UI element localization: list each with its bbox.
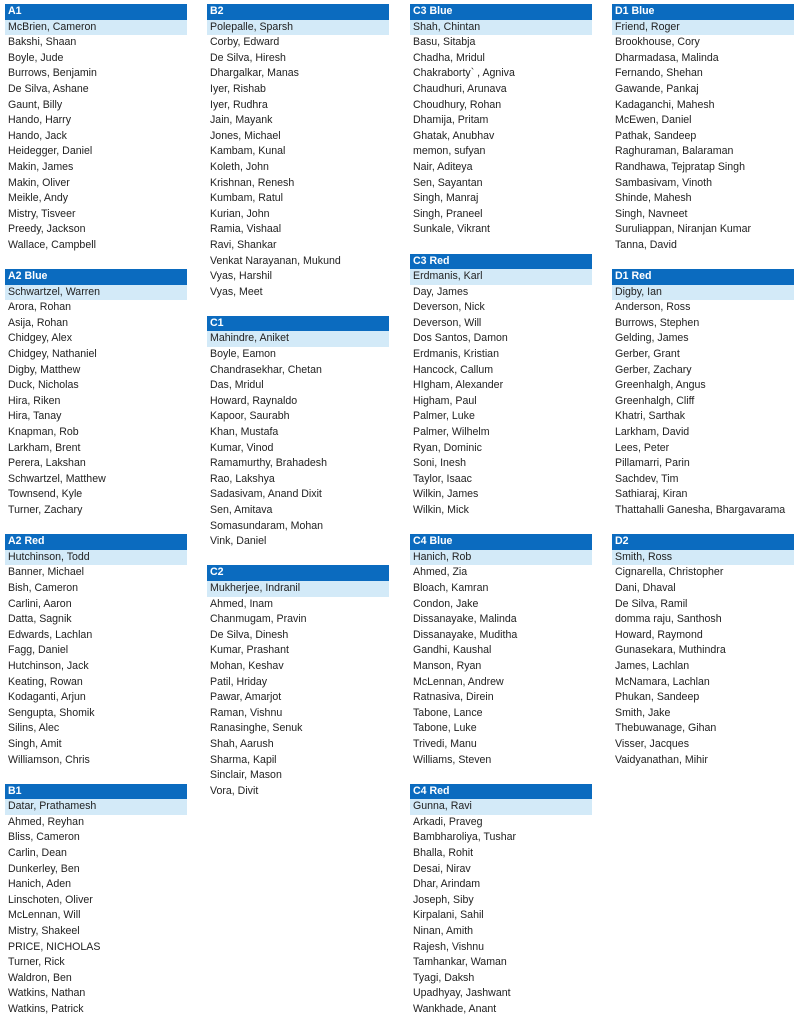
player-row: James, Lachlan: [615, 659, 690, 672]
player-row: Burrows, Benjamin: [8, 67, 97, 80]
player-row: Sinclair, Mason: [210, 769, 282, 782]
player-row: Desai, Nirav: [413, 862, 471, 875]
player-row: Sen, Amitava: [210, 504, 273, 516]
player-row: Fagg, Daniel: [8, 644, 69, 657]
player-row: Khan, Mustafa: [210, 426, 279, 439]
player-row: Kumar, Prashant: [210, 644, 289, 657]
player-row: Corby, Edward: [210, 36, 280, 49]
player-row: Raman, Vishnu: [210, 706, 283, 719]
player-row: Somasundaram, Mohan: [210, 519, 324, 532]
player-row: Ryan, Dominic: [413, 441, 482, 454]
player-row: Larkham, David: [615, 426, 690, 439]
player-row: Deverson, Will: [413, 316, 482, 329]
captain-row: Friend, Roger: [612, 20, 794, 36]
player-row: Phukan, Sandeep: [615, 691, 700, 704]
player-row: Bliss, Cameron: [8, 831, 80, 844]
captain-row: Shah, Chintan: [410, 20, 592, 36]
team-group: [612, 269, 794, 519]
player-row: McNamara, Lachlan: [615, 675, 710, 688]
player-row: Gerber, Zachary: [615, 363, 692, 376]
player-row: Erdmanis, Kristian: [413, 348, 499, 361]
player-row: Gaunt, Billy: [8, 98, 63, 111]
player-row: Singh, Navneet: [615, 207, 688, 220]
player-row: Gerber, Grant: [615, 348, 680, 361]
player-row: Sen, Sayantan: [413, 176, 483, 189]
player-row: Upadhyay, Jashwant: [413, 987, 511, 1000]
player-row: Tanna, David: [615, 238, 677, 251]
player-row: Pathak, Sandeep: [615, 129, 697, 142]
team-column: [612, 4, 794, 784]
player-row: Gunasekara, Muthindra: [615, 644, 726, 657]
player-row: Dunkerley, Ben: [8, 862, 80, 875]
player-row: Heidegger, Daniel: [8, 145, 93, 158]
player-row: Ranasinghe, Senuk: [210, 722, 303, 735]
team-header: A2 Blue: [5, 269, 187, 285]
player-row: Krishnan, Renesh: [210, 176, 295, 189]
player-row: Tyagi, Daksh: [413, 971, 475, 984]
player-row: Dissanayake, Muditha: [413, 628, 518, 641]
player-row: Kambam, Kunal: [210, 145, 286, 158]
player-row: Jones, Michael: [210, 129, 281, 142]
team-group: [410, 534, 592, 768]
player-row: Duck, Nicholas: [8, 379, 79, 392]
player-row: Sengupta, Shomik: [8, 706, 95, 719]
player-row: Shinde, Mahesh: [615, 192, 692, 205]
player-row: Joseph, Siby: [413, 893, 474, 906]
player-row: Khatri, Sarthak: [615, 410, 686, 423]
player-row: Kapoor, Saurabh: [210, 410, 290, 423]
player-row: Makin, James: [8, 160, 74, 173]
player-row: Sathiaraj, Kiran: [615, 488, 688, 501]
player-row: Mistry, Shakeel: [8, 925, 80, 938]
player-row: Basu, Sitabja: [413, 36, 476, 49]
player-row: Suruliappan, Niranjan Kumar: [615, 223, 752, 236]
player-row: Greenhalgh, Angus: [615, 379, 706, 392]
player-row: Mistry, Tisveer: [8, 207, 76, 220]
player-row: Waldron, Ben: [8, 971, 72, 984]
player-row: Koleth, John: [210, 160, 269, 173]
player-row: Sadasivam, Anand Dixit: [210, 488, 322, 501]
player-row: Dissanayake, Malinda: [413, 613, 517, 626]
player-row: Carlini, Aaron: [8, 597, 72, 610]
player-row: Wilkin, Mick: [413, 504, 469, 516]
player-row: Watkins, Patrick: [8, 1003, 84, 1015]
team-header: C3 Red: [410, 254, 592, 270]
player-row: Sachdev, Tim: [615, 472, 679, 485]
player-row: Shah, Aarush: [210, 737, 274, 750]
player-row: De Silva, Dinesh: [210, 628, 289, 641]
player-row: Tabone, Lance: [413, 706, 483, 719]
player-row: McLennan, Andrew: [413, 675, 504, 688]
player-row: Iyer, Rishab: [210, 82, 266, 95]
player-row: Chidgey, Alex: [8, 332, 72, 345]
player-row: Ratnasiva, Direin: [413, 691, 494, 704]
player-row: Schwartzel, Matthew: [8, 472, 106, 485]
player-row: Boyle, Eamon: [210, 348, 276, 361]
player-row: Gelding, James: [615, 332, 689, 345]
player-row: Arkadi, Praveg: [413, 815, 483, 828]
player-row: Taylor, Isaac: [413, 472, 472, 485]
captain-row: Gunna, Ravi: [410, 799, 592, 815]
captain-row: Mahindre, Aniket: [207, 331, 389, 347]
player-row: Gandhi, Kaushal: [413, 644, 492, 657]
player-row: Kumar, Vinod: [210, 441, 274, 454]
team-group: [612, 534, 794, 768]
player-row: Meikle, Andy: [8, 192, 69, 205]
player-row: Sharma, Kapil: [210, 753, 277, 766]
player-row: Hando, Harry: [8, 114, 71, 127]
player-row: Carlin, Dean: [8, 847, 67, 860]
player-row: Chaudhuri, Arunava: [413, 82, 507, 95]
team-header: C4 Blue: [410, 534, 592, 550]
player-row: Hanich, Aden: [8, 878, 72, 891]
player-row: Banner, Michael: [8, 566, 84, 579]
team-group: [5, 784, 187, 1018]
team-header: D1 Blue: [612, 4, 794, 20]
captain-row: Erdmanis, Karl: [410, 269, 592, 285]
team-column: [207, 4, 389, 815]
team-group: [5, 269, 187, 519]
player-row: Vyas, Harshil: [210, 270, 273, 283]
player-row: Singh, Praneel: [413, 207, 483, 220]
team-column: [5, 4, 187, 1033]
team-header: C1: [207, 316, 389, 332]
captain-row: Schwartzel, Warren: [5, 285, 187, 301]
player-row: Townsend, Kyle: [8, 488, 83, 501]
player-row: Hira, Tanay: [8, 410, 62, 423]
player-row: Gawande, Pankaj: [615, 82, 699, 95]
player-row: Singh, Amit: [8, 737, 62, 750]
player-row: Ahmed, Reyhan: [8, 815, 84, 828]
player-row: Williamson, Chris: [8, 753, 90, 766]
captain-row: Smith, Ross: [612, 550, 794, 566]
team-header: C4 Red: [410, 784, 592, 800]
player-row: Soni, Inesh: [413, 457, 467, 470]
player-row: Visser, Jacques: [615, 737, 690, 750]
player-row: Linschoten, Oliver: [8, 893, 93, 906]
player-row: PRICE, NICHOLAS: [8, 940, 101, 953]
player-row: Dos Santos, Damon: [413, 332, 508, 345]
player-row: Sambasivam, Vinoth: [615, 176, 712, 189]
player-row: Chadha, Mridul: [413, 51, 485, 64]
player-row: Vyas, Meet: [210, 285, 263, 298]
player-row: Kodaganti, Arjun: [8, 691, 86, 704]
team-group: [612, 4, 794, 254]
player-row: Asija, Rohan: [8, 316, 69, 329]
player-row: Ravi, Shankar: [210, 238, 277, 251]
player-row: Chidgey, Nathaniel: [8, 348, 97, 361]
player-row: Chakraborty` , Agniva: [413, 67, 515, 80]
player-row: Bish, Cameron: [8, 581, 79, 594]
player-row: Higham, Paul: [413, 394, 477, 407]
captain-row: Polepalle, Sparsh: [207, 20, 389, 36]
captain-row: Datar, Prathamesh: [5, 799, 187, 815]
player-row: Bakshi, Shaan: [8, 36, 77, 49]
player-row: Howard, Raynaldo: [210, 394, 298, 407]
player-row: Kurian, John: [210, 207, 270, 220]
player-row: Dhar, Arindam: [413, 878, 481, 891]
player-row: De Silva, Ashane: [8, 82, 89, 95]
captain-row: Hanich, Rob: [410, 550, 592, 566]
player-row: Turner, Rick: [8, 956, 65, 969]
player-row: Arora, Rohan: [8, 301, 72, 314]
player-row: Hando, Jack: [8, 129, 67, 142]
player-row: Pawar, Amarjot: [210, 691, 282, 704]
player-row: Watkins, Nathan: [8, 987, 86, 1000]
player-row: Digby, Matthew: [8, 363, 81, 376]
team-group: [410, 254, 592, 519]
player-row: Anderson, Ross: [615, 301, 691, 314]
player-row: Dharmadasa, Malinda: [615, 51, 719, 64]
player-row: Palmer, Luke: [413, 410, 475, 423]
player-row: Thattahalli Ganesha, Bhargavarama: [615, 504, 786, 516]
player-row: Sunkale, Vikrant: [413, 223, 490, 236]
player-row: Condon, Jake: [413, 597, 479, 610]
player-row: Ramia, Vishaal: [210, 223, 282, 236]
player-row: Wilkin, James: [413, 488, 479, 501]
player-row: Knapman, Rob: [8, 426, 79, 439]
player-row: Edwards, Lachlan: [8, 628, 93, 641]
player-row: Patil, Hriday: [210, 675, 268, 688]
player-row: Rao, Lakshya: [210, 472, 275, 485]
player-row: De Silva, Ramil: [615, 597, 688, 610]
team-header: B2: [207, 4, 389, 20]
player-row: Raghuraman, Balaraman: [615, 145, 734, 158]
player-row: Randhawa, Tejpratap Singh: [615, 160, 745, 173]
player-row: Burrows, Stephen: [615, 316, 700, 329]
player-row: Cignarella, Christopher: [615, 566, 724, 579]
player-row: Smith, Jake: [615, 706, 671, 719]
captain-row: Hutchinson, Todd: [5, 550, 187, 566]
player-row: Hira, Riken: [8, 394, 61, 407]
player-row: Pillamarri, Parin: [615, 457, 690, 470]
player-row: Kadaganchi, Mahesh: [615, 98, 715, 111]
player-row: De Silva, Hiresh: [210, 51, 286, 64]
player-row: Greenhalgh, Cliff: [615, 394, 695, 407]
player-row: Ghatak, Anubhav: [413, 129, 495, 142]
player-row: Lees, Peter: [615, 441, 670, 454]
player-row: Datta, Sagnik: [8, 613, 72, 626]
player-row: Ahmed, Inam: [210, 597, 274, 610]
player-row: memon, sufyan: [413, 145, 486, 158]
player-row: Williams, Steven: [413, 753, 492, 766]
team-header: C3 Blue: [410, 4, 592, 20]
player-row: Perera, Lakshan: [8, 457, 86, 470]
captain-row: McBrien, Cameron: [5, 20, 187, 36]
team-header: A2 Red: [5, 534, 187, 550]
team-header: D1 Red: [612, 269, 794, 285]
team-group: [5, 534, 187, 768]
player-row: Dhargalkar, Manas: [210, 67, 299, 80]
player-row: Nair, Aditeya: [413, 160, 473, 173]
player-row: Dani, Dhaval: [615, 581, 676, 594]
player-row: Tabone, Luke: [413, 722, 477, 735]
team-header: A1: [5, 4, 187, 20]
player-row: Keating, Rowan: [8, 675, 83, 688]
player-row: Ramamurthy, Brahadesh: [210, 457, 327, 470]
player-row: Larkham, Brent: [8, 441, 81, 454]
player-row: Bhalla, Rohit: [413, 847, 474, 860]
player-row: Kirpalani, Sahil: [413, 909, 484, 922]
player-row: Ahmed, Zia: [413, 566, 468, 579]
player-row: Boyle, Jude: [8, 51, 64, 64]
player-row: Howard, Raymond: [615, 628, 703, 641]
team-group: [410, 4, 592, 238]
player-row: McEwen, Daniel: [615, 114, 692, 127]
player-row: Preedy, Jackson: [8, 223, 86, 236]
player-row: HIgham, Alexander: [413, 379, 504, 392]
team-header: D2: [612, 534, 794, 550]
player-row: Wallace, Campbell: [8, 238, 96, 251]
player-row: Makin, Oliver: [8, 176, 70, 189]
player-row: Tamhankar, Waman: [413, 956, 507, 969]
player-row: Jain, Mayank: [210, 114, 273, 127]
player-row: Kumbam, Ratul: [210, 192, 284, 205]
captain-row: Mukherjee, Indranil: [207, 581, 389, 597]
player-row: Wankhade, Anant: [413, 1003, 497, 1015]
team-group: [410, 784, 592, 1018]
team-group: [207, 316, 389, 550]
player-row: Brookhouse, Cory: [615, 36, 700, 49]
player-row: Bloach, Kamran: [413, 581, 489, 594]
player-row: domma raju, Santhosh: [615, 613, 722, 626]
player-row: Das, Mridul: [210, 379, 264, 392]
player-row: McLennan, Will: [8, 909, 81, 922]
player-row: Day, James: [413, 285, 469, 298]
player-row: Vora, Divit: [210, 784, 259, 797]
player-row: Fernando, Shehan: [615, 67, 703, 80]
player-row: Venkat Narayanan, Mukund: [210, 254, 341, 267]
player-row: Rajesh, Vishnu: [413, 940, 485, 953]
team-group: [5, 4, 187, 254]
player-row: Trivedi, Manu: [413, 737, 477, 750]
player-row: Iyer, Rudhra: [210, 98, 268, 111]
player-row: Chanmugam, Pravin: [210, 613, 307, 626]
player-row: Mohan, Keshav: [210, 659, 284, 672]
player-row: Thebuwanage, Gihan: [615, 722, 717, 735]
player-row: Hancock, Callum: [413, 363, 494, 376]
player-row: Bambharoliya, Tushar: [413, 831, 517, 844]
player-row: Deverson, Nick: [413, 301, 485, 314]
team-header: B1: [5, 784, 187, 800]
player-row: Hutchinson, Jack: [8, 659, 89, 672]
team-group: [207, 565, 389, 799]
player-row: Ninan, Amith: [413, 925, 474, 938]
player-row: Vink, Daniel: [210, 535, 267, 548]
team-column: [410, 4, 592, 1033]
player-row: Chandrasekhar, Chetan: [210, 363, 322, 376]
team-group: [207, 4, 389, 300]
player-row: Silins, Alec: [8, 722, 60, 735]
player-row: Turner, Zachary: [8, 504, 83, 516]
player-row: Choudhury, Rohan: [413, 98, 502, 111]
captain-row: Digby, Ian: [612, 285, 794, 301]
player-row: Palmer, Wilhelm: [413, 426, 490, 439]
player-row: Dhamija, Pritam: [413, 114, 489, 127]
team-header: C2: [207, 565, 389, 581]
player-row: Manson, Ryan: [413, 659, 482, 672]
player-row: Singh, Manraj: [413, 192, 479, 205]
player-row: Vaidyanathan, Mihir: [615, 753, 708, 766]
